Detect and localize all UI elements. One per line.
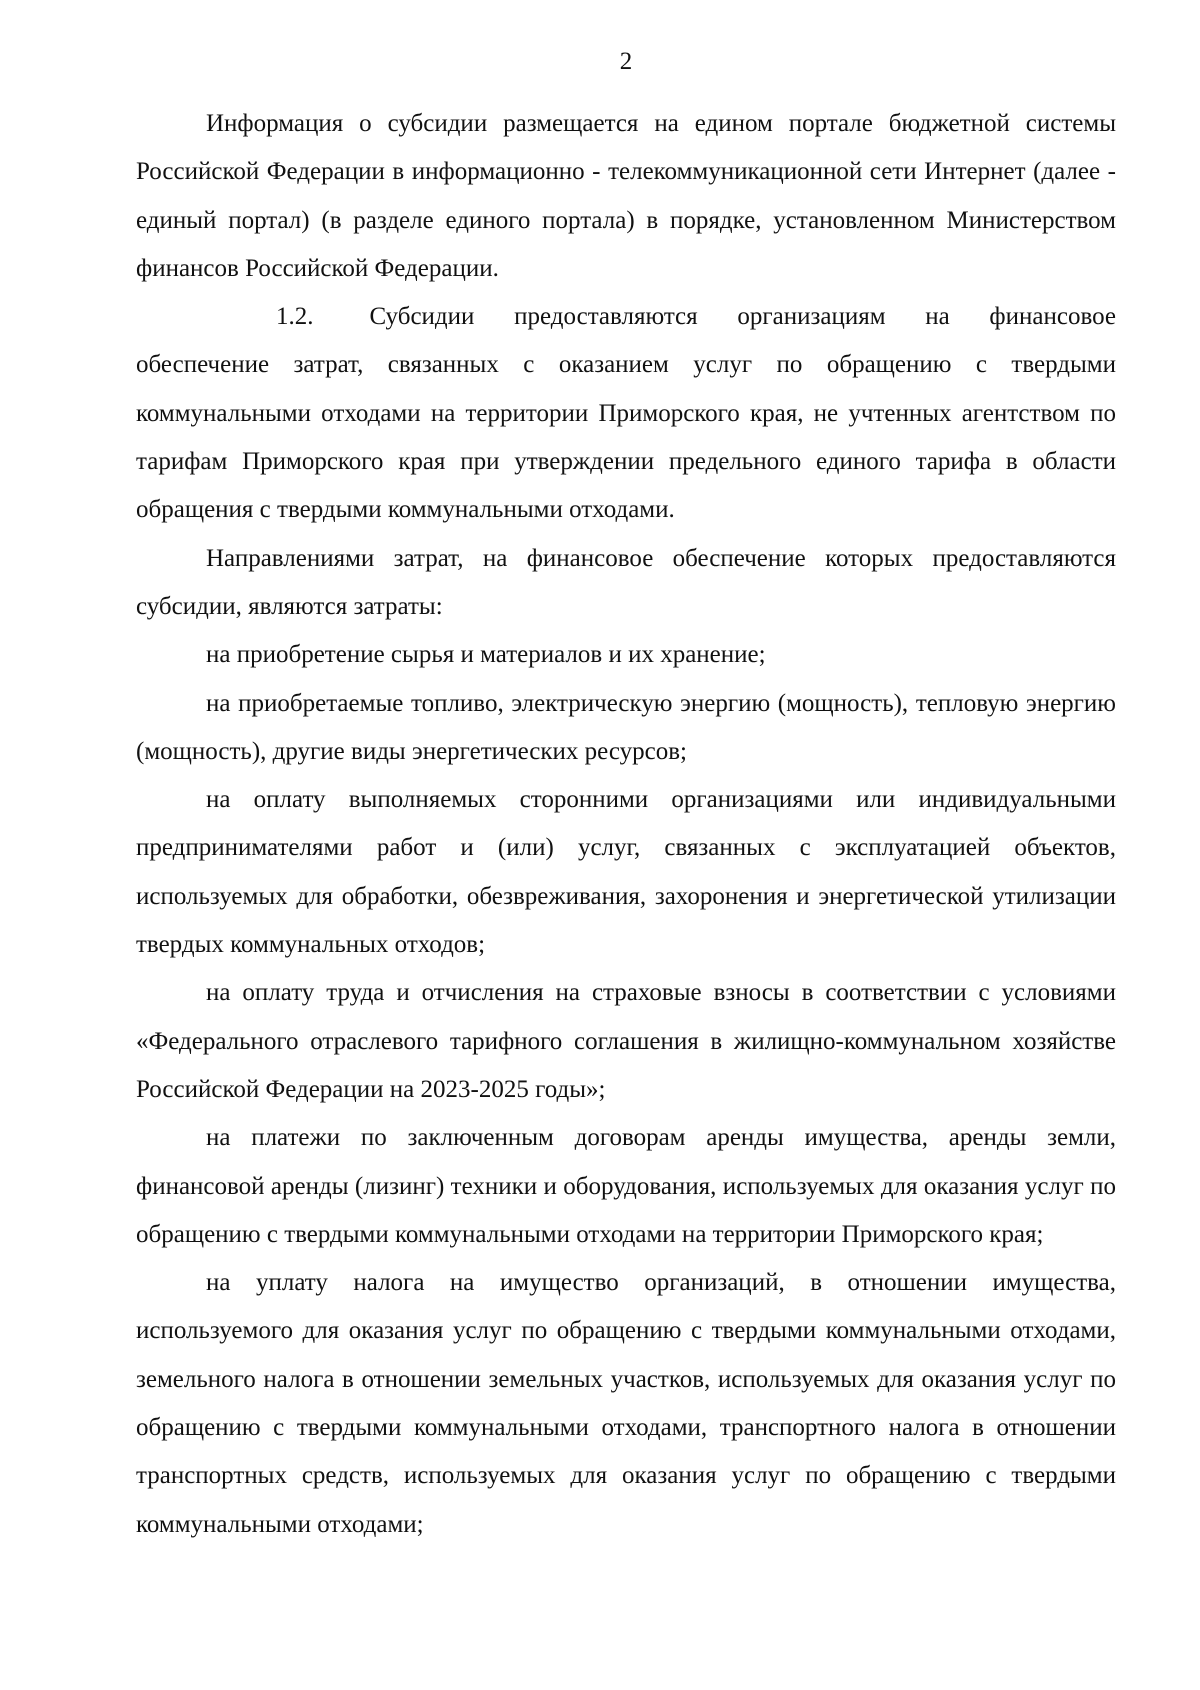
page-number: 2 — [619, 48, 633, 75]
list-item-raw-materials: на приобретение сырья и материалов и их хранение; — [206, 641, 766, 669]
list-item-energy: на приобретаемые топливо, электрическую энергию (мощность), тепловую энергию (мощность), другие виды энергетических ресурсов; — [136, 689, 1116, 765]
paragraph-portal-info: Информация о субсидии размещается на едином портале бюджетной системы Российской Федерации в информационно - телекоммуникационной сети Интернет (далее - единый портал) (в разделе единого портала) в порядке, установленном Министерством финансов Российской Федерации. — [136, 110, 1116, 282]
list-item-lease-payments: на платежи по заключенным договорам аренды имущества, аренды земли, финансовой аренды (лизинг) техники и оборудования, используемых для оказания услуг по обращению с твердыми коммунальными отходами на территории Приморского края; — [136, 1124, 1116, 1248]
list-item-taxes: на уплату налога на имущество организаций, в отношении имущества, используемого для оказания услуг по обращению с твердыми коммунальными отходами, земельного налога в отношении земельных участков, используемых для оказания услуг по обращению с твердыми коммунальными отходами, транспортного налога в отношении транспортных средств, используемых для оказания услуг по обращению с твердыми коммунальными отходами; — [136, 1269, 1116, 1538]
list-item-labor: на оплату труда и отчисления на страховые взносы в соответствии с условиями «Федерального отраслевого тарифного соглашения в жилищно-коммунальном хозяйстве Российской Федерации на 2023-2025 годы»; — [136, 979, 1116, 1103]
paragraph-cost-directions: Направлениями затрат, на финансовое обеспечение которых предоставляются субсидии, являются затраты: — [136, 544, 1116, 620]
list-item-contractor-services: на оплату выполняемых сторонними организациями или индивидуальными предпринимателями работ и (или) услуг, связанных с эксплуатацией объектов, используемых для обработки, обезвреживания, захоронения и энергетической утилизации твердых коммунальных отходов; — [136, 786, 1116, 959]
paragraph-1-2-text: Субсидии предоставляются организациям на финансовое обеспечение затрат, связанных с оказанием услуг по обращению с твердыми коммунальными отходами на территории Приморского края, не учтенных агентством по тарифам Приморского края при утверждении предельного единого тарифа в области обращения с твердыми коммунальными отходами. — [136, 303, 1116, 524]
paragraph-1-2 — [136, 293, 1116, 534]
paragraph-number: 1.2. — [276, 303, 314, 331]
document-body — [136, 100, 1116, 1549]
